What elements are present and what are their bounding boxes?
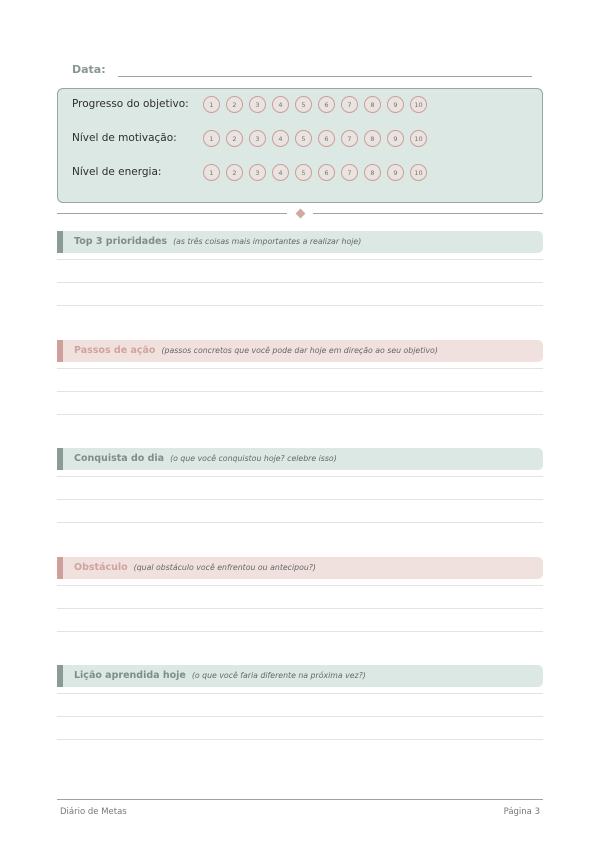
section-accent-bar xyxy=(57,448,63,470)
rating-circle[interactable]: 4 xyxy=(272,164,289,181)
write-line xyxy=(57,585,543,586)
rating-circle[interactable]: 5 xyxy=(295,96,312,113)
rating-circle[interactable]: 9 xyxy=(387,130,404,147)
section-header xyxy=(57,665,543,687)
write-line xyxy=(57,414,543,415)
rating-row-motivation xyxy=(72,129,532,149)
rating-label: Nível de motivação: xyxy=(72,132,177,144)
rating-circle[interactable]: 6 xyxy=(318,130,335,147)
write-line xyxy=(57,522,543,523)
rating-circle[interactable]: 8 xyxy=(364,130,381,147)
write-line xyxy=(57,716,543,717)
write-line xyxy=(57,391,543,392)
rating-circle[interactable]: 3 xyxy=(249,164,266,181)
write-line xyxy=(57,693,543,694)
rating-circle[interactable]: 4 xyxy=(272,130,289,147)
write-line xyxy=(57,608,543,609)
section-top-priorities xyxy=(57,231,543,253)
section-title: Top 3 prioridades (as três coisas mais importantes a realizar hoje) xyxy=(74,236,362,247)
rating-circle[interactable]: 10 xyxy=(410,164,427,181)
rating-row-progress xyxy=(72,95,532,115)
rating-circle[interactable]: 6 xyxy=(318,164,335,181)
section-action-steps xyxy=(57,340,543,362)
section-title: Passos de ação (passos concretos que você pode dar hoje em direção ao seu objetivo) xyxy=(74,345,438,356)
rating-circle[interactable]: 3 xyxy=(249,96,266,113)
section-accent-bar xyxy=(57,340,63,362)
section-subtitle: (passos concretos que você pode dar hoje em direção ao seu objetivo) xyxy=(161,346,438,355)
rating-circle[interactable]: 7 xyxy=(341,96,358,113)
rating-circle[interactable]: 1 xyxy=(203,164,220,181)
rating-circle[interactable]: 9 xyxy=(387,164,404,181)
rating-circle[interactable]: 10 xyxy=(410,130,427,147)
ornament-divider xyxy=(57,208,543,220)
section-subtitle: (o que você faria diferente na próxima vez?) xyxy=(191,671,366,680)
rating-circle[interactable]: 2 xyxy=(226,130,243,147)
diamond-icon xyxy=(296,209,306,219)
rating-circle[interactable]: 9 xyxy=(387,96,404,113)
section-daily-achievement xyxy=(57,448,543,470)
write-line xyxy=(57,739,543,740)
rating-circle[interactable]: 6 xyxy=(318,96,335,113)
footer-title: Diário de Metas xyxy=(60,807,127,817)
page-number: Página 3 xyxy=(503,807,540,817)
section-subtitle: (o que você conquistou hoje? celebre isso) xyxy=(170,454,337,463)
section-lesson-learned xyxy=(57,665,543,687)
section-header xyxy=(57,448,543,470)
rating-circle[interactable]: 5 xyxy=(295,164,312,181)
rating-circle[interactable]: 5 xyxy=(295,130,312,147)
write-line xyxy=(57,305,543,306)
rating-circle[interactable]: 10 xyxy=(410,96,427,113)
section-subtitle: (as três coisas mais importantes a realizar hoje) xyxy=(173,237,362,246)
divider-line-left xyxy=(57,213,287,214)
write-line xyxy=(57,631,543,632)
date-write-line xyxy=(118,76,532,77)
section-accent-bar xyxy=(57,231,63,253)
write-line xyxy=(57,499,543,500)
section-header xyxy=(57,557,543,579)
rating-circle[interactable]: 2 xyxy=(226,96,243,113)
date-label: Data: xyxy=(72,63,106,76)
write-line xyxy=(57,282,543,283)
rating-circle[interactable]: 4 xyxy=(272,96,289,113)
section-accent-bar xyxy=(57,557,63,579)
rating-circle[interactable]: 2 xyxy=(226,164,243,181)
rating-panel xyxy=(57,88,543,203)
rating-circle[interactable]: 8 xyxy=(364,164,381,181)
rating-circle[interactable]: 8 xyxy=(364,96,381,113)
write-line xyxy=(57,368,543,369)
section-subtitle: (qual obstáculo você enfrentou ou antecipou?) xyxy=(133,563,316,572)
section-title: Obstáculo (qual obstáculo você enfrentou ou antecipou?) xyxy=(74,562,316,573)
write-line xyxy=(57,476,543,477)
section-header xyxy=(57,340,543,362)
section-header xyxy=(57,231,543,253)
section-accent-bar xyxy=(57,665,63,687)
rating-circle[interactable]: 1 xyxy=(203,130,220,147)
footer-divider xyxy=(57,799,543,800)
section-title: Conquista do dia (o que você conquistou hoje? celebre isso) xyxy=(74,453,337,464)
section-title: Lição aprendida hoje (o que você faria diferente na próxima vez?) xyxy=(74,670,366,681)
rating-row-energy xyxy=(72,163,532,183)
rating-circle[interactable]: 1 xyxy=(203,96,220,113)
rating-circle[interactable]: 7 xyxy=(341,164,358,181)
rating-circle[interactable]: 7 xyxy=(341,130,358,147)
rating-circle[interactable]: 3 xyxy=(249,130,266,147)
section-obstacle xyxy=(57,557,543,579)
divider-line-right xyxy=(313,213,543,214)
rating-label: Progresso do objetivo: xyxy=(72,98,189,110)
write-line xyxy=(57,259,543,260)
rating-label: Nível de energia: xyxy=(72,166,162,178)
date-row xyxy=(72,62,532,80)
